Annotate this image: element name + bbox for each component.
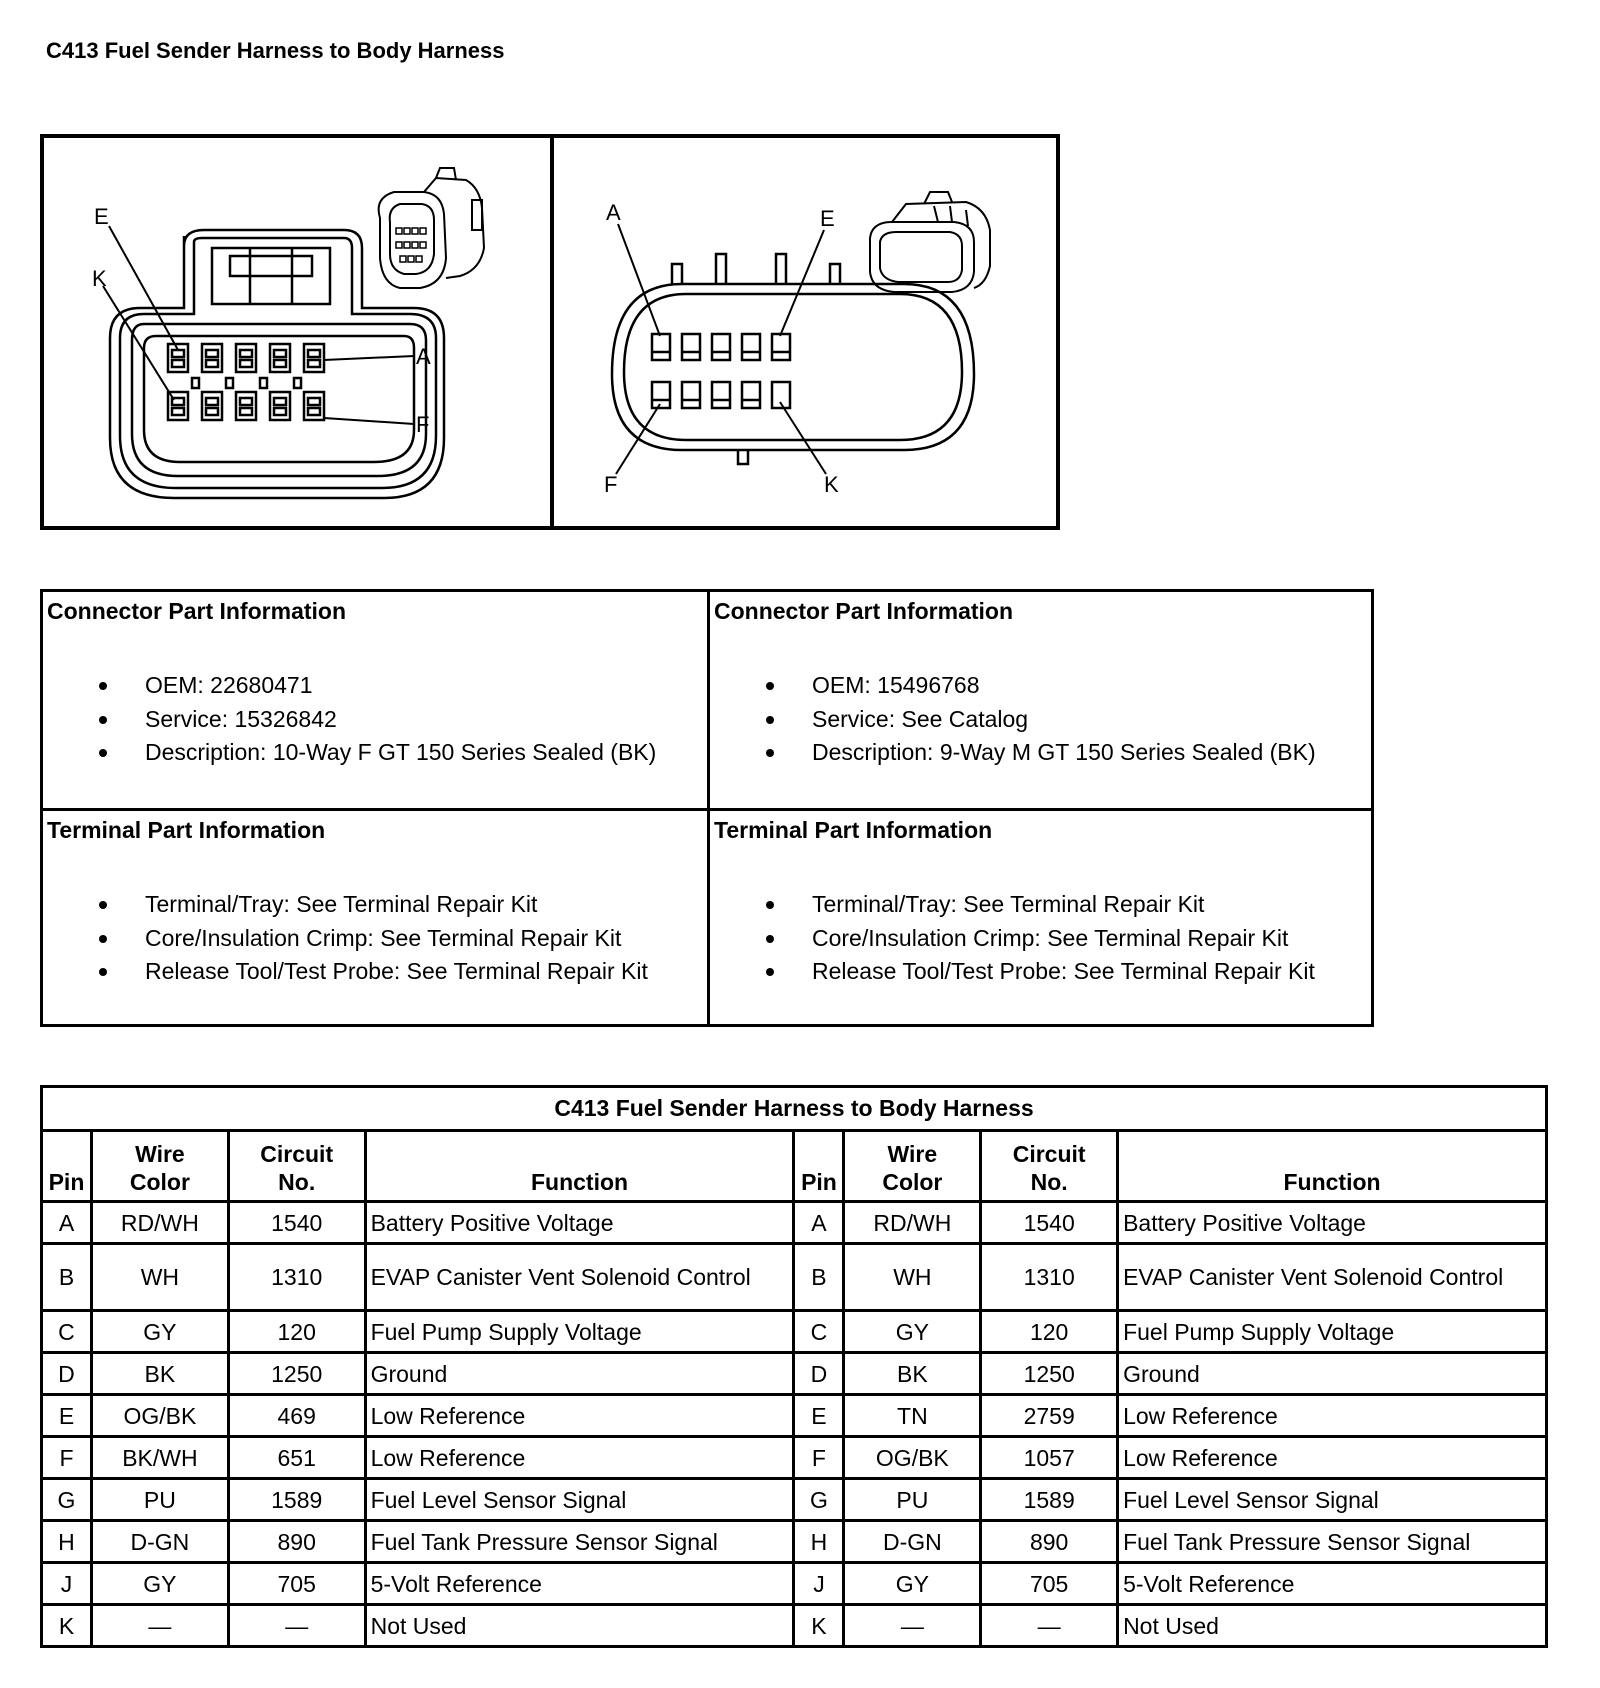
- connector-info-heading: Connector Part Information: [714, 598, 1014, 624]
- list-item: Description: 10-Way F GT 150 Series Sealed (BK): [43, 736, 656, 770]
- list-item: OEM: 22680471: [43, 669, 656, 703]
- table-caption: C413 Fuel Sender Harness to Body Harness: [42, 1087, 1547, 1131]
- wire-color-cell: BK: [91, 1353, 228, 1395]
- wire-color-cell: OG/BK: [91, 1395, 228, 1437]
- function-cell: Not Used: [365, 1605, 794, 1647]
- circuit-cell: 120: [981, 1311, 1118, 1353]
- circuit-cell: 2759: [981, 1395, 1118, 1437]
- connector-info-list: [43, 669, 656, 770]
- circuit-cell: —: [981, 1605, 1118, 1647]
- circuit-cell: 469: [228, 1395, 365, 1437]
- function-cell: Fuel Level Sensor Signal: [365, 1479, 794, 1521]
- header-function: Function: [365, 1131, 794, 1202]
- male-label-f: F: [604, 472, 618, 497]
- pin-cell: C: [794, 1311, 844, 1353]
- wire-color-cell: GY: [844, 1563, 981, 1605]
- function-cell: Low Reference: [365, 1437, 794, 1479]
- male-label-e: E: [820, 206, 835, 231]
- female-label-a: A: [416, 344, 431, 369]
- function-cell: Battery Positive Voltage: [365, 1202, 794, 1244]
- function-cell: Low Reference: [365, 1395, 794, 1437]
- wire-color-cell: OG/BK: [844, 1437, 981, 1479]
- connector-info-right: [710, 592, 1370, 808]
- terminal-info-list: [43, 888, 648, 989]
- male-housing-inner: [624, 294, 962, 440]
- list-item: Service: See Catalog: [710, 703, 1316, 737]
- pin-cell: D: [42, 1353, 92, 1395]
- header-wire-color: Wire Color: [91, 1131, 228, 1202]
- table-row: [42, 1353, 1547, 1395]
- wire-color-cell: PU: [844, 1479, 981, 1521]
- function-cell: Fuel Tank Pressure Sensor Signal: [365, 1521, 794, 1563]
- table-header-row: [42, 1131, 1547, 1202]
- function-cell: EVAP Canister Vent Solenoid Control: [365, 1244, 794, 1311]
- wire-color-cell: GY: [91, 1311, 228, 1353]
- pin-cell: E: [42, 1395, 92, 1437]
- male-bottom-key: [738, 450, 748, 464]
- female-connector-face: [44, 138, 550, 526]
- pin-cell: A: [794, 1202, 844, 1244]
- wire-color-cell: TN: [844, 1395, 981, 1437]
- circuit-cell: 705: [228, 1563, 365, 1605]
- pin-cell: K: [42, 1605, 92, 1647]
- table-row: [42, 1563, 1547, 1605]
- list-item: Core/Insulation Crimp: See Terminal Repair Kit: [43, 922, 648, 956]
- pinout-table: [40, 1085, 1548, 1648]
- pin-cell: D: [794, 1353, 844, 1395]
- list-item: Service: 15326842: [43, 703, 656, 737]
- part-information-grid: [40, 589, 1374, 1027]
- table-row: [42, 1437, 1547, 1479]
- connector-info-list: [710, 669, 1316, 770]
- pin-cell: H: [794, 1521, 844, 1563]
- wire-color-cell: WH: [91, 1244, 228, 1311]
- male-pin-rows: [652, 334, 790, 408]
- circuit-cell: 1589: [981, 1479, 1118, 1521]
- connector-diagram: [40, 134, 1060, 530]
- wire-color-cell: RD/WH: [844, 1202, 981, 1244]
- pin-cell: F: [794, 1437, 844, 1479]
- pin-cell: G: [42, 1479, 92, 1521]
- function-cell: Not Used: [1118, 1605, 1547, 1647]
- male-housing-outer: [612, 284, 974, 450]
- pin-cell: J: [794, 1563, 844, 1605]
- cavity-row-bottom: [168, 392, 324, 420]
- circuit-cell: 1540: [228, 1202, 365, 1244]
- circuit-cell: 1057: [981, 1437, 1118, 1479]
- wire-color-cell: —: [844, 1605, 981, 1647]
- header-pin: Pin: [794, 1131, 844, 1202]
- function-cell: Battery Positive Voltage: [1118, 1202, 1547, 1244]
- circuit-cell: 1250: [981, 1353, 1118, 1395]
- function-cell: Fuel Pump Supply Voltage: [1118, 1311, 1547, 1353]
- pin-cell: B: [794, 1244, 844, 1311]
- pin-cell: H: [42, 1521, 92, 1563]
- page-title: C413 Fuel Sender Harness to Body Harness: [46, 38, 505, 63]
- circuit-cell: 890: [228, 1521, 365, 1563]
- cavity-row-top: [168, 344, 324, 372]
- table-row: [42, 1395, 1547, 1437]
- female-label-e: E: [94, 204, 109, 229]
- terminal-info-heading: Terminal Part Information: [714, 817, 993, 843]
- circuit-cell: 890: [981, 1521, 1118, 1563]
- table-row: [42, 1605, 1547, 1647]
- header-function: Function: [1118, 1131, 1547, 1202]
- function-cell: Fuel Tank Pressure Sensor Signal: [1118, 1521, 1547, 1563]
- wire-color-cell: BK/WH: [91, 1437, 228, 1479]
- wire-color-cell: —: [91, 1605, 228, 1647]
- circuit-cell: 1310: [981, 1244, 1118, 1311]
- table-row: [42, 1244, 1547, 1311]
- pin-cell: F: [42, 1437, 92, 1479]
- circuit-cell: 1310: [228, 1244, 365, 1311]
- list-item: Release Tool/Test Probe: See Terminal Repair Kit: [710, 955, 1315, 989]
- function-cell: Low Reference: [1118, 1437, 1547, 1479]
- pin-cell: G: [794, 1479, 844, 1521]
- circuit-cell: 651: [228, 1437, 365, 1479]
- male-label-k: K: [824, 472, 839, 497]
- header-circuit-no: Circuit No.: [228, 1131, 365, 1202]
- wire-color-cell: BK: [844, 1353, 981, 1395]
- terminal-info-heading: Terminal Part Information: [47, 817, 326, 843]
- terminal-info-list: [710, 888, 1315, 989]
- pin-cell: K: [794, 1605, 844, 1647]
- list-item: Core/Insulation Crimp: See Terminal Repair Kit: [710, 922, 1315, 956]
- header-circuit-no: Circuit No.: [981, 1131, 1118, 1202]
- function-cell: EVAP Canister Vent Solenoid Control: [1118, 1244, 1547, 1311]
- wire-color-cell: D-GN: [91, 1521, 228, 1563]
- function-cell: Fuel Level Sensor Signal: [1118, 1479, 1547, 1521]
- pin-cell: E: [794, 1395, 844, 1437]
- male-top-keys: [672, 254, 840, 284]
- pin-cell: C: [42, 1311, 92, 1353]
- circuit-cell: 1589: [228, 1479, 365, 1521]
- list-item: Terminal/Tray: See Terminal Repair Kit: [710, 888, 1315, 922]
- wire-color-cell: WH: [844, 1244, 981, 1311]
- table-row: [42, 1311, 1547, 1353]
- wire-color-cell: PU: [91, 1479, 228, 1521]
- circuit-cell: 1250: [228, 1353, 365, 1395]
- function-cell: Ground: [365, 1353, 794, 1395]
- terminal-info-left: [43, 811, 703, 1027]
- function-cell: 5-Volt Reference: [365, 1563, 794, 1605]
- circuit-cell: —: [228, 1605, 365, 1647]
- circuit-cell: 705: [981, 1563, 1118, 1605]
- circuit-cell: 1540: [981, 1202, 1118, 1244]
- male-connector-thumbnail: [870, 192, 990, 292]
- header-wire-color: Wire Color: [844, 1131, 981, 1202]
- table-row: [42, 1202, 1547, 1244]
- list-item: Description: 9-Way M GT 150 Series Sealed (BK): [710, 736, 1316, 770]
- wire-color-cell: GY: [844, 1311, 981, 1353]
- function-cell: Ground: [1118, 1353, 1547, 1395]
- list-item: OEM: 15496768: [710, 669, 1316, 703]
- header-pin: Pin: [42, 1131, 92, 1202]
- table-row: [42, 1521, 1547, 1563]
- female-cavities: [168, 344, 324, 420]
- female-connector-thumbnail: [379, 168, 484, 288]
- wire-color-cell: GY: [91, 1563, 228, 1605]
- function-cell: Low Reference: [1118, 1395, 1547, 1437]
- function-cell: Fuel Pump Supply Voltage: [365, 1311, 794, 1353]
- wire-color-cell: RD/WH: [91, 1202, 228, 1244]
- female-label-k: K: [92, 266, 107, 291]
- connector-info-left: [43, 592, 703, 808]
- circuit-cell: 120: [228, 1311, 365, 1353]
- list-item: Terminal/Tray: See Terminal Repair Kit: [43, 888, 648, 922]
- connector-info-heading: Connector Part Information: [47, 598, 347, 624]
- pin-cell: B: [42, 1244, 92, 1311]
- female-label-f: F: [416, 412, 430, 437]
- function-cell: 5-Volt Reference: [1118, 1563, 1547, 1605]
- terminal-info-right: [710, 811, 1370, 1027]
- wire-color-cell: D-GN: [844, 1521, 981, 1563]
- male-leader-lines: [616, 224, 826, 474]
- pin-cell: J: [42, 1563, 92, 1605]
- male-connector-face: [554, 138, 1060, 526]
- male-label-a: A: [606, 200, 621, 225]
- pin-cell: A: [42, 1202, 92, 1244]
- table-row: [42, 1479, 1547, 1521]
- list-item: Release Tool/Test Probe: See Terminal Repair Kit: [43, 955, 648, 989]
